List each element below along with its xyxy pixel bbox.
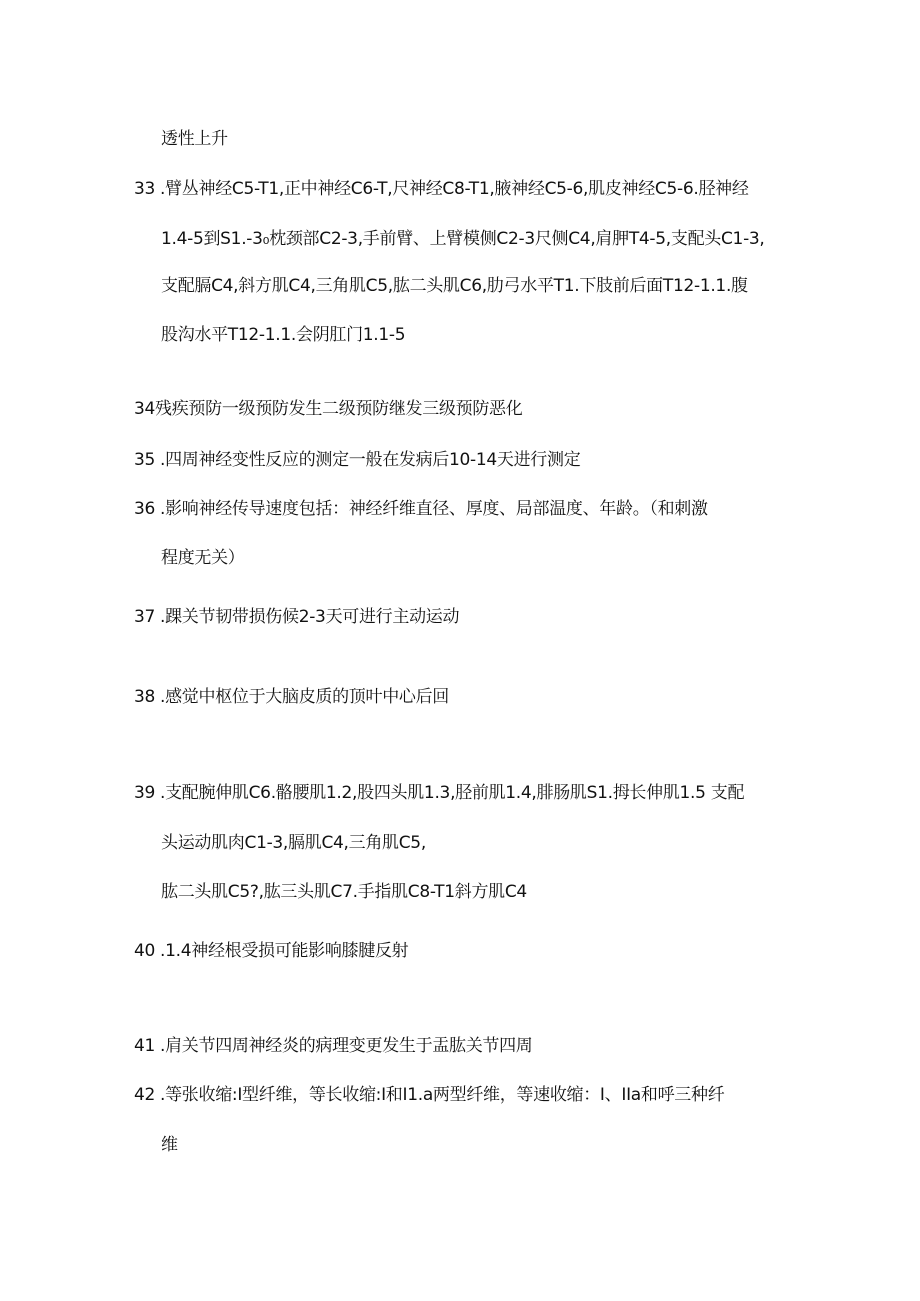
- line-text: .踝关节韧带损伤候2-3天可进行主动运动: [160, 607, 460, 627]
- list-item-33: [134, 178, 749, 200]
- item-number: 40: [134, 941, 156, 961]
- item-number: 39: [134, 783, 156, 803]
- item-number: 36: [134, 499, 156, 519]
- line-text: 维: [161, 1135, 178, 1155]
- text-line: [161, 228, 765, 250]
- list-item-35: [134, 449, 580, 471]
- text-line: [161, 547, 245, 569]
- line-text: 支配膈C4,斜方肌C4,三角肌C5,肱二头肌C6,肋弓水平T1.下肢前后面T12-1.1.腹: [161, 276, 748, 296]
- line-text: .四周神经变性反应的测定一般在发病后10-14天进行测定: [160, 450, 581, 470]
- item-number: 35: [134, 450, 156, 470]
- text-line: [161, 832, 426, 854]
- text-line: [161, 275, 748, 297]
- text-line: [161, 128, 228, 150]
- line-text: 程度无关）: [161, 548, 245, 568]
- item-number: 37: [134, 607, 156, 627]
- line-text: 肱二头肌C5?,肱三头肌C7.手指肌C8-T1斜方肌C4: [161, 882, 527, 902]
- item-number: 38: [134, 687, 156, 707]
- line-text: 34残疾预防一级预防发生二级预防继发三级预防恶化: [134, 399, 523, 419]
- list-item-34: [134, 398, 522, 420]
- line-text: .感觉中枢位于大脑皮质的顶叶中心后回: [160, 687, 450, 707]
- item-number: 42: [134, 1085, 156, 1105]
- line-text: 头运动肌肉C1-3,膈肌C4,三角肌C5,: [161, 833, 426, 853]
- line-text: .支配腕伸肌C6.骼腰肌1.2,股四头肌1.3,胫前肌1.4,腓肠肌S1.拇长伸肌1.5 支配: [160, 783, 745, 803]
- list-item-41: [134, 1035, 533, 1057]
- text-line: [161, 1134, 178, 1156]
- line-text: .1.4神经根受损可能影响膝腱反射: [160, 941, 409, 961]
- text-line: [161, 324, 405, 346]
- line-text: .等张收缩:I型纤维，等长收缩:I和I1.a两型纤维，等速收缩：I、IIa和呼三种纤: [160, 1085, 725, 1105]
- list-item-40: [134, 940, 408, 962]
- line-text: 1.4-5到S1.-3₀枕颈部C2-3,手前臂、上臂模侧C2-3尺侧C4,肩胛T4-5,支配头C1-3,: [161, 229, 765, 249]
- item-number: 33: [134, 179, 156, 199]
- list-item-42: [134, 1084, 724, 1106]
- line-text: 透性上升: [161, 129, 228, 149]
- line-text: 股沟水平T12-1.1.会阴肛门1.1-5: [161, 325, 406, 345]
- list-item-38: [134, 686, 449, 708]
- item-number: 41: [134, 1036, 156, 1056]
- list-item-39: [134, 782, 744, 804]
- list-item-37: [134, 606, 459, 628]
- line-text: .臂丛神经C5-T1,正中神经C6-T,尺神经C8-T1,腋神经C5-6,肌皮神经C5-6.胫神经: [160, 179, 749, 199]
- line-text: .影响神经传导速度包括：神经纤维直径、厚度、局部温度、年龄。（和刺激: [160, 499, 708, 519]
- line-text: .肩关节四周神经炎的病理变更发生于盂肱关节四周: [160, 1036, 533, 1056]
- text-line: [161, 881, 527, 903]
- list-item-36: [134, 498, 708, 520]
